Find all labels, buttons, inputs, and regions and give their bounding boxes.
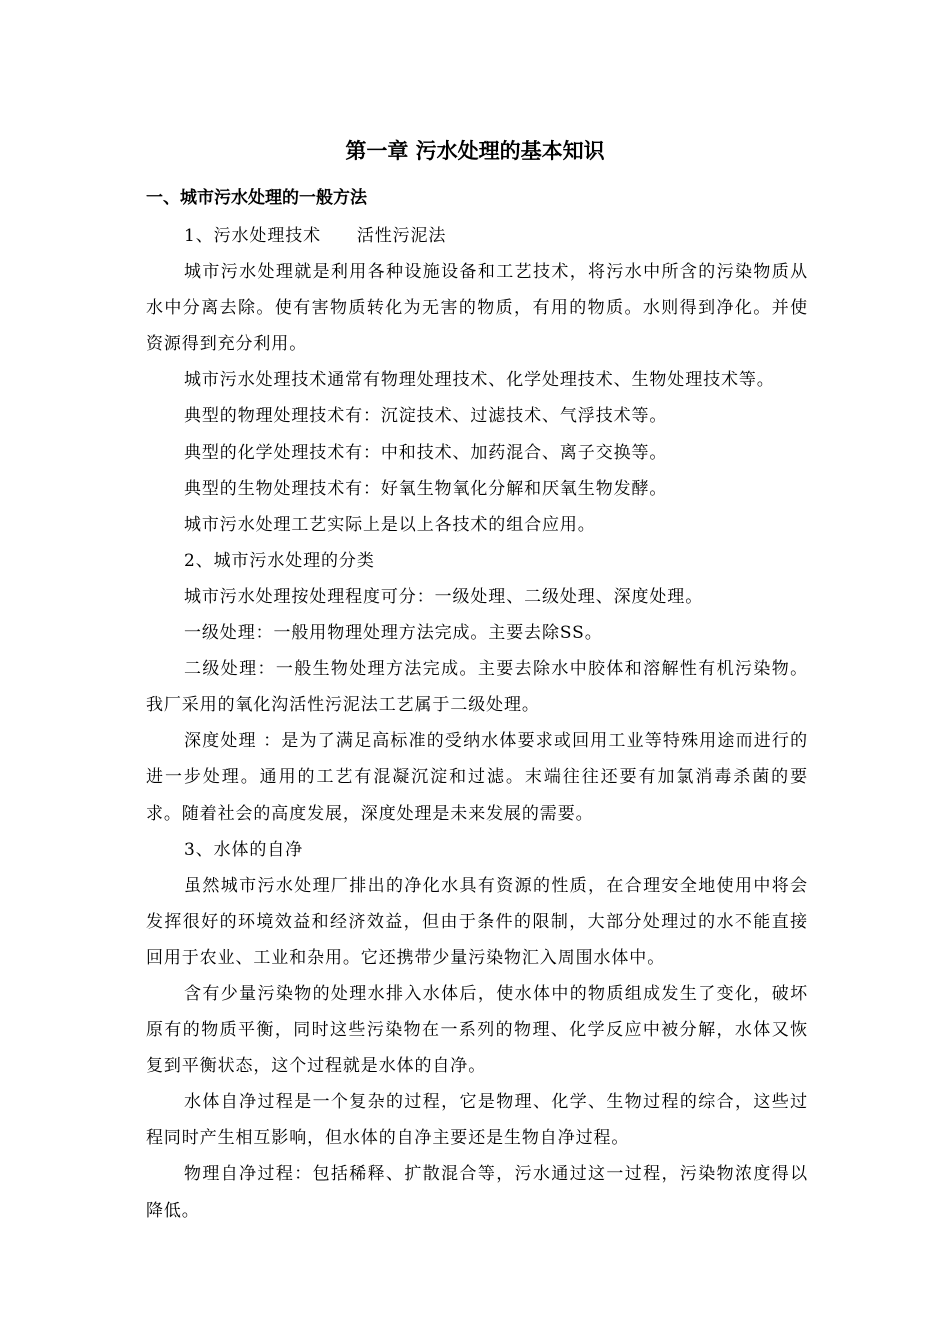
paragraph: 水体自净过程是一个复杂的过程，它是物理、化学、生物过程的综合，这些过程同时产生相互影响，但水体的自净主要还是生物自净过程。 [146,1092,808,1149]
paragraph: 物理自净过程：包括稀释、扩散混合等，污水通过这一过程，污染物浓度得以降低。 [146,1164,808,1221]
paragraph: 城市污水处理技术通常有物理处理技术、化学处理技术、生物处理技术等。 [184,370,775,391]
subsection-heading-1: 1、污水处理技术 活性污泥法 [184,226,447,246]
document-body [146,218,808,1229]
paragraph: 典型的物理处理技术有：沉淀技术、过滤技术、气浮技术等。 [184,406,668,427]
paragraph: 城市污水处理工艺实际上是以上各技术的组合应用。 [184,514,596,535]
paragraph: 二级处理：一般生物处理方法完成。主要去除水中胶体和溶解性有机污染物。我厂采用的氧化沟活性污泥法工艺属于二级处理。 [146,659,808,716]
paragraph: 典型的化学处理技术有：中和技术、加药混合、离子交换等。 [184,442,668,463]
section-heading: 一、城市污水处理的一般方法 [146,188,367,208]
paragraph: 深度处理 ：是为了满足高标准的受纳水体要求或回用工业等特殊用途而进行的进一步处理。通用的工艺有混凝沉淀和过滤。末端往往还要有加氯消毒杀菌的要求。随着社会的高度发展，深度处理是未来发展的需要。 [146,731,808,824]
chapter-title: 第一章 污水处理的基本知识 [345,139,605,163]
paragraph: 含有少量污染物的处理水排入水体后，使水体中的物质组成发生了变化，破坏原有的物质平衡，同时这些污染物在一系列的物理、化学反应中被分解，水体又恢复到平衡状态，这个过程就是水体的自净。 [146,983,808,1077]
subsection-heading-3: 3、水体的自净 [184,839,304,860]
paragraph: 典型的生物处理技术有：好氧生物氧化分解和厌氧生物发酵。 [184,478,668,499]
paragraph: 城市污水处理按处理程度可分：一级处理、二级处理、深度处理。 [184,586,704,607]
paragraph: 一级处理：一般用物理处理方法完成。主要去除SS。 [184,623,603,644]
paragraph: 城市污水处理就是利用各种设施设备和工艺技术，将污水中所含的污染物质从水中分离去除。使有害物质转化为无害的物质，有用的物质。水则得到净化。并使资源得到充分利用。 [146,262,808,355]
subsection-heading-2: 2、城市污水处理的分类 [184,550,375,571]
paragraph: 虽然城市污水处理厂排出的净化水具有资源的性质，在合理安全地使用中将会发挥很好的环境效益和经济效益，但由于条件的限制，大部分处理过的水不能直接回用于农业、工业和杂用。它还携带少量污染物汇入周围水体中。 [146,875,808,968]
